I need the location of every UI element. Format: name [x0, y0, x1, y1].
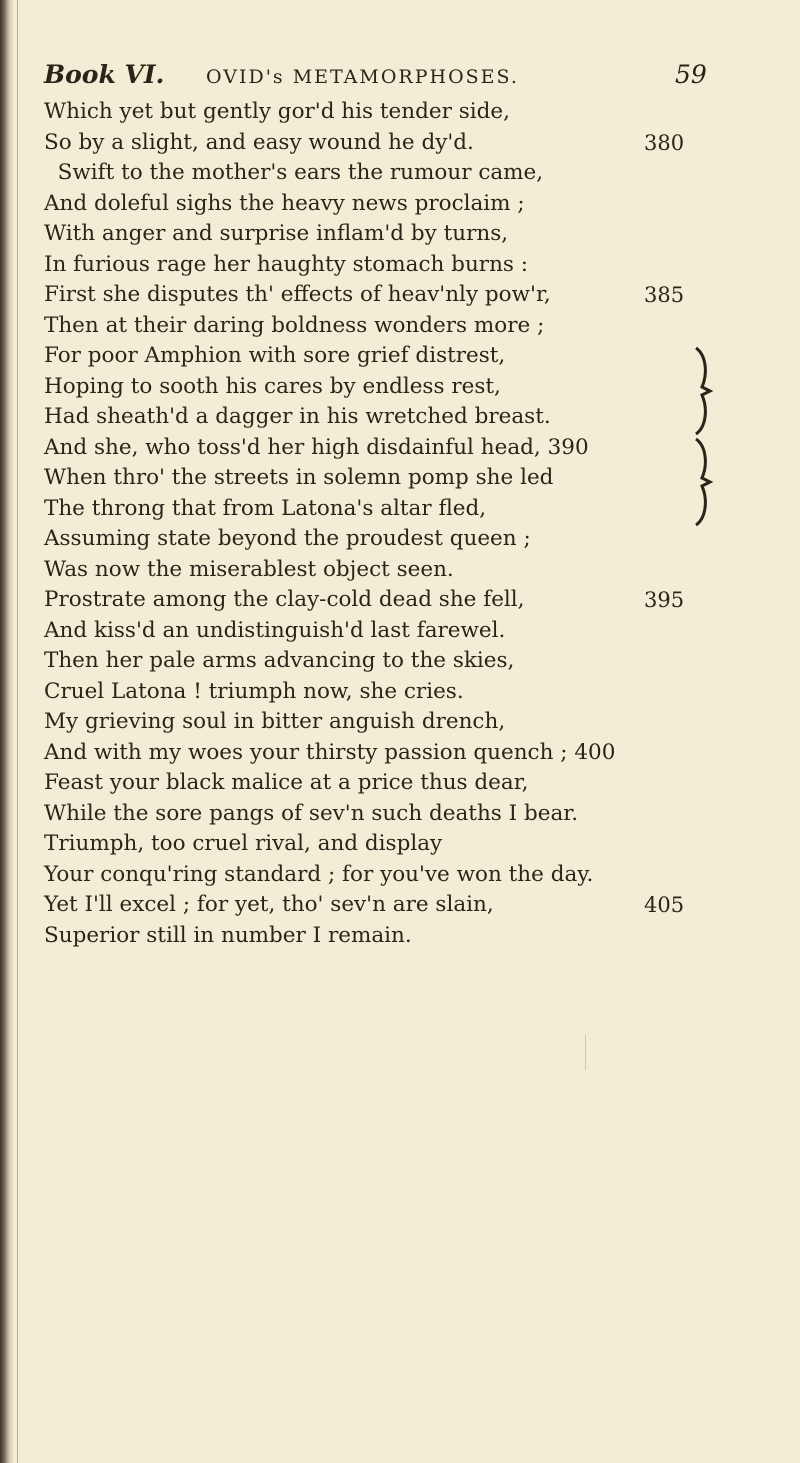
- binding-gutter: [0, 0, 14, 1463]
- triplet-brace: [692, 436, 714, 528]
- verse-line: First she disputes th' effects of heav'nly pow'r, 385: [44, 280, 764, 311]
- line-number: 405: [644, 893, 685, 917]
- verse-line: And with my woes your thirsty passion quench ; 400: [44, 739, 616, 765]
- verse-line: Your conqu'ring standard ; for you've won the day.: [44, 861, 594, 887]
- verse-line: Hoping to sooth his cares by endless rest,: [44, 373, 501, 399]
- verse-line: The throng that from Latona's altar fled,: [44, 495, 487, 521]
- verse-line: Was now the miserablest object seen.: [44, 556, 454, 582]
- verse-line: In furious rage her haughty stomach burns :: [44, 251, 529, 277]
- page-number: 59: [675, 60, 707, 89]
- verse-line: And she, who toss'd her high disdainful head, 390: [44, 434, 589, 460]
- verse-line: With anger and surprise inflam'd by turns,: [44, 221, 509, 246]
- verse-line: While the sore pangs of sev'n such deaths I bear.: [44, 800, 579, 826]
- line-number: 380: [644, 130, 685, 155]
- verse-line: Cruel Latona ! triumph now, she cries.: [44, 678, 464, 704]
- verse-line: When thro' the streets in solemn pomp she led: [44, 465, 554, 490]
- triplet-brace: [692, 345, 714, 437]
- verse-line: Had sheath'd a dagger in his wretched breast.: [44, 404, 551, 429]
- verse-line: For poor Amphion with sore grief distrest,: [44, 343, 506, 368]
- page-header: [44, 60, 744, 100]
- verse-line: Triumph, too cruel rival, and display: [44, 831, 443, 856]
- poem-body: [44, 97, 764, 951]
- verse-line: And doleful sighs the heavy news proclaim ;: [44, 190, 525, 216]
- verse-line: Swift to the mother's ears the rumour came,: [44, 160, 544, 185]
- verse-line: Assuming state beyond the proudest queen ;: [44, 526, 531, 551]
- verse-line: Feast your black malice at a price thus dear,: [44, 770, 529, 795]
- verse-line: Superior still in number I remain.: [44, 922, 412, 948]
- verse-line: Which yet but gently gor'd his tender side,: [44, 99, 510, 124]
- line-number: 395: [644, 588, 685, 612]
- running-title: OVID's METAMORPHOSES.: [206, 66, 519, 88]
- verse-line: My grieving soul in bitter anguish drench,: [44, 709, 506, 734]
- verse-line: So by a slight, and easy wound he dy'd. 380: [44, 128, 764, 159]
- verse-line: Then her pale arms advancing to the skies,: [44, 648, 515, 673]
- verse-line: Prostrate among the clay-cold dead she fell, 395: [44, 585, 764, 616]
- line-number: 385: [644, 283, 685, 307]
- binding-rule: [17, 0, 18, 1463]
- verse-line: Then at their daring boldness wonders more ;: [44, 312, 545, 338]
- book-label: Book VI.: [44, 60, 165, 89]
- verse-line: Yet I'll excel ; for yet, tho' sev'n are slain, 405: [44, 890, 764, 921]
- verse-line: And kiss'd an undistinguish'd last farewel.: [44, 617, 506, 643]
- paper-mark: [585, 1035, 596, 1070]
